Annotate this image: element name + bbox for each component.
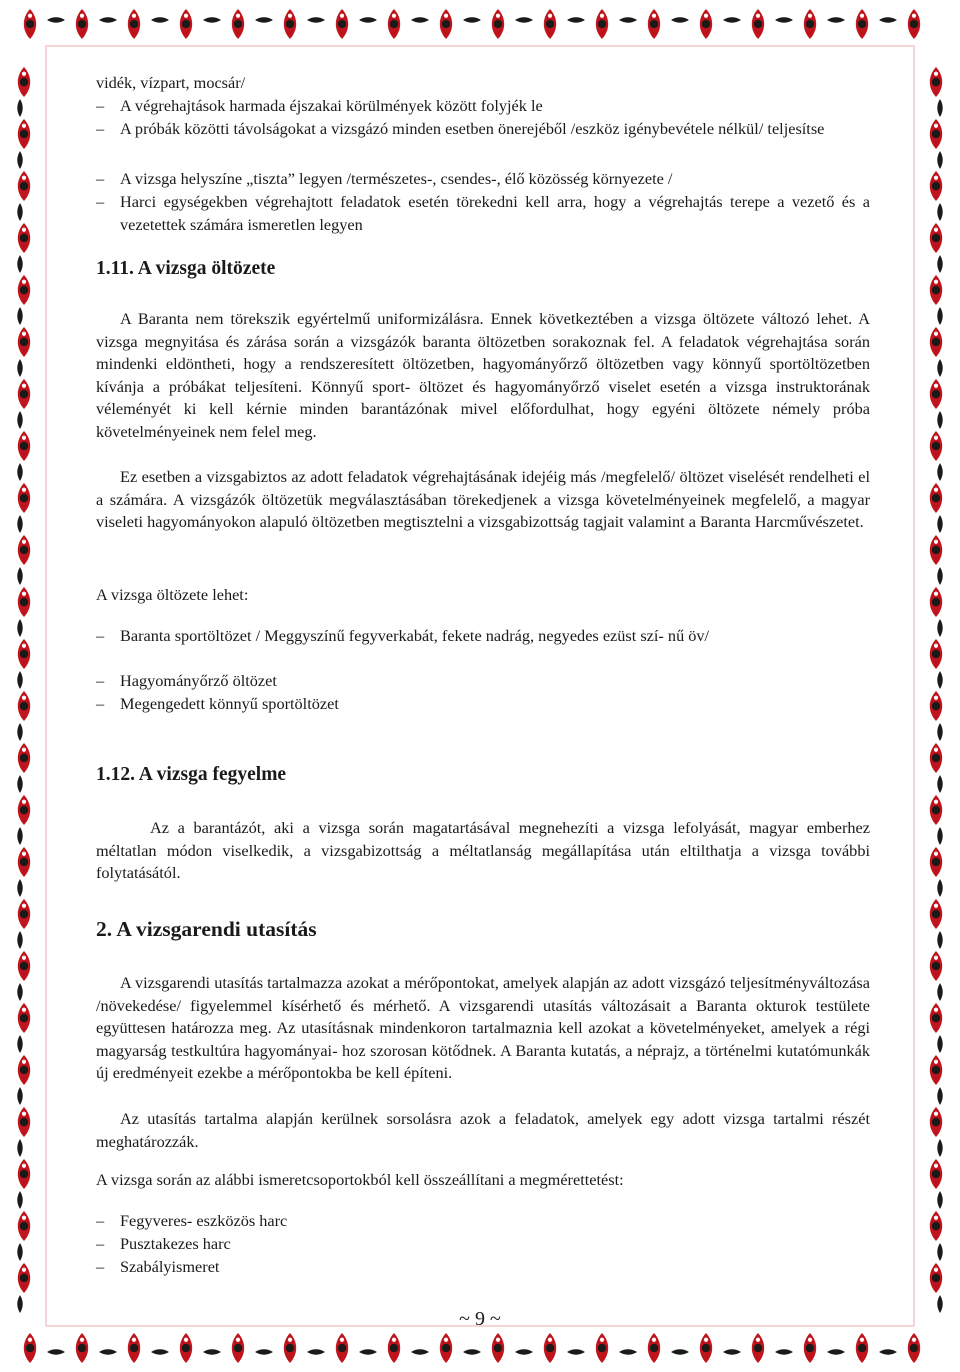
border-motif xyxy=(930,119,942,149)
section-heading: 1.12. A vizsga fegyelme xyxy=(96,764,287,785)
border-motif xyxy=(18,691,30,721)
border-motif xyxy=(18,327,30,357)
border-leaf xyxy=(937,619,942,637)
border-motif xyxy=(930,223,942,253)
list-item-text: Szabályismeret xyxy=(120,1257,220,1276)
border-leaf xyxy=(17,1087,22,1105)
border-leaf xyxy=(17,931,22,949)
border-motif xyxy=(18,1211,30,1241)
border-motif xyxy=(18,1263,30,1293)
list-intro: A vizsga öltözete lehet: xyxy=(96,585,249,604)
dash-marker: – xyxy=(96,1211,105,1230)
border-leaf xyxy=(937,411,942,429)
border-leaf xyxy=(17,879,22,897)
border-motif xyxy=(18,743,30,773)
border-leaf xyxy=(17,619,22,637)
border-leaf xyxy=(937,827,942,845)
border-motif xyxy=(930,67,942,97)
paragraph: Az a barantázót, aki a vizsga során magatartásával megnehezíti a vizsga lefolyását, magyar emberhez méltatlan módon viselkedik, a vizsgabizottság a méltatlanság megállapítása után eltilthatja a vizsga további folytatásától. xyxy=(96,818,870,882)
list-item-text: Megengedett könnyű sportöltözet xyxy=(120,694,339,713)
border-motif xyxy=(18,379,30,409)
border-motif xyxy=(18,795,30,825)
list-item-text: A vizsga helyszíne „tiszta” legyen /természetes-, csendes-, élő közösség környezete / xyxy=(120,169,673,188)
border-leaf xyxy=(17,203,22,221)
border-motif xyxy=(930,483,942,513)
border-motif xyxy=(24,1333,36,1363)
border-motif xyxy=(930,743,942,773)
border-leaf xyxy=(937,1139,942,1157)
list-item-text: A próbák közötti távolságokat a vizsgázó minden esetben önerejéből /eszköz igénybevétele nélkül/ teljesítse xyxy=(120,119,825,138)
border-motif xyxy=(930,1159,942,1189)
border-leaf xyxy=(17,567,22,585)
border-motif xyxy=(930,379,942,409)
border-leaf xyxy=(17,307,22,325)
border-motif xyxy=(930,1107,942,1137)
paragraph: A vizsgarendi utasítás tartalmazza azokat a mérőpontokat, amelyek alapján az adott vizsgázó teljesítményváltozása /növekedése/ figyelemmel kísérhető és mérhető. A vizsgarendi utasítás változásait a Baranta okturok testülete együttesen határozza meg. Az utasításnak mindenkoron tartalmaznia kell azokat a követelményeket, amelyek a régi magyarság testkultúra hagyományai- hoz szorosan kötődnek. A Baranta kutatás, a néprajz, a történelmi kutatómunkák új eredményeit ezekbe a mérőpontokba be kell építeni. xyxy=(96,973,870,1082)
border-leaf xyxy=(17,99,22,117)
border-leaf xyxy=(17,671,22,689)
border-leaf xyxy=(47,17,65,22)
section-heading: 1.11. A vizsga öltözete xyxy=(96,258,276,279)
list-item-text: Hagyományőrző öltözet xyxy=(120,671,277,690)
border-motif xyxy=(930,1211,942,1241)
border-leaf xyxy=(937,983,942,1001)
border-motif xyxy=(930,587,942,617)
border-motif xyxy=(18,223,30,253)
border-leaf xyxy=(937,723,942,741)
border-motif xyxy=(18,1107,30,1137)
border-leaf xyxy=(937,307,942,325)
border-leaf xyxy=(937,775,942,793)
paragraph: Az utasítás tartalma alapján kerülnek sorsolásra azok a feladatok, amelyek egy adott vizsga tartalmi részét meghatározzák. xyxy=(96,1109,870,1151)
border-motif xyxy=(908,9,920,39)
dash-marker: – xyxy=(96,119,105,138)
dash-marker: – xyxy=(96,192,105,211)
list-item-text: Baranta sportöltözet / Meggyszínű fegyverkabát, fekete nadrág, negyedes ezüst szí- nű öv/ xyxy=(120,626,710,645)
border-leaf xyxy=(17,1243,22,1261)
border-motif xyxy=(76,9,88,39)
border-motif xyxy=(908,1333,920,1363)
border-leaf xyxy=(17,359,22,377)
border-leaf xyxy=(937,1243,942,1261)
dash-marker: – xyxy=(96,1257,105,1276)
list-item-text: A végrehajtások harmada éjszakai körülmények között folyjék le xyxy=(120,96,543,115)
dash-marker: – xyxy=(96,169,105,188)
border-motif xyxy=(930,1003,942,1033)
border-motif xyxy=(930,275,942,305)
border-motif xyxy=(930,535,942,565)
border-leaf xyxy=(47,1349,65,1354)
dash-marker: – xyxy=(96,1234,105,1253)
document-page xyxy=(96,0,870,1372)
border-leaf xyxy=(17,827,22,845)
border-motif xyxy=(18,171,30,201)
border-leaf xyxy=(937,255,942,273)
border-leaf xyxy=(937,1087,942,1105)
border-motif xyxy=(18,899,30,929)
list-item-text: Harci egységekben végrehajtott feladatok esetén törekedni kell arra, hogy a végrehajtás terepe a vezető és a vezetettek számára ismeretlen legyen xyxy=(120,192,870,234)
border-leaf xyxy=(937,567,942,585)
border-motif xyxy=(18,587,30,617)
border-leaf xyxy=(937,671,942,689)
border-motif xyxy=(930,639,942,669)
border-leaf xyxy=(937,1191,942,1209)
list-item-text: Fegyveres- eszközös harc xyxy=(120,1211,288,1230)
border-leaf xyxy=(937,1035,942,1053)
paragraph: Ez esetben a vizsgabiztos az adott feladatok végrehajtásának idejéig más /megfelelő/ öltözet viselését rendelheti el a számára. A vizsgázók öltözetük megválasztásában törekedjenek a vizsga követelményeinek megfelelő, a magyar viseleti hagyományokon alapuló öltözetben megtisztelni a vizsgabizottság tagjait valamint a Baranta Harcművészetet. xyxy=(96,467,870,531)
border-leaf xyxy=(17,151,22,169)
border-leaf xyxy=(937,879,942,897)
border-motif xyxy=(18,639,30,669)
border-motif xyxy=(18,951,30,981)
border-motif xyxy=(930,327,942,357)
border-leaf xyxy=(937,99,942,117)
list-item-text: Pusztakezes harc xyxy=(120,1234,231,1253)
border-motif xyxy=(18,1055,30,1085)
border-motif xyxy=(18,535,30,565)
dash-marker: – xyxy=(96,671,105,690)
border-motif xyxy=(930,431,942,461)
border-leaf xyxy=(937,203,942,221)
border-leaf xyxy=(937,359,942,377)
border-leaf xyxy=(937,151,942,169)
border-motif xyxy=(18,431,30,461)
border-motif xyxy=(930,951,942,981)
border-motif xyxy=(18,119,30,149)
border-leaf xyxy=(879,1349,897,1354)
dash-marker: – xyxy=(96,694,105,713)
border-motif xyxy=(930,1055,942,1085)
border-leaf xyxy=(17,515,22,533)
border-leaf xyxy=(17,255,22,273)
border-motif xyxy=(930,691,942,721)
border-motif xyxy=(18,1003,30,1033)
dash-marker: – xyxy=(96,96,105,115)
border-motif xyxy=(930,1263,942,1293)
border-motif xyxy=(18,847,30,877)
border-motif xyxy=(24,9,36,39)
border-motif xyxy=(18,67,30,97)
border-leaf xyxy=(937,463,942,481)
border-leaf xyxy=(17,775,22,793)
border-leaf xyxy=(17,463,22,481)
border-leaf xyxy=(937,931,942,949)
border-motif xyxy=(930,171,942,201)
border-motif xyxy=(76,1333,88,1363)
border-leaf xyxy=(17,1035,22,1053)
intro-line: vidék, vízpart, mocsár/ xyxy=(96,73,246,92)
border-leaf xyxy=(17,1191,22,1209)
paragraph: A Baranta nem törekszik egyértelmű uniformizálásra. Ennek következtében a vizsga öltözete változó lehet. A vizsga megnyitása és zárása során a vizsgázók baranta öltözetben sorakoznak fel. A feladatok végrehajtása során mindenki eldöntheti, hogy a rendszeresített öltözetben, hagyományőrző öltözetben vagy könnyű sportöltözetben kívánja a próbákat teljesíteni. Könnyű sport- öltözet és hagyományőrző viselet esetén a vizsga instruktorának véleményét ki kell kérnie minden barantázónak mivel előfordulhat, hogy egyéni öltözete némely próba követelményeinek nem felel meg. xyxy=(96,309,870,441)
border-motif xyxy=(930,899,942,929)
border-leaf xyxy=(17,1139,22,1157)
border-leaf xyxy=(17,723,22,741)
border-leaf xyxy=(17,411,22,429)
page-number: ~ 9 ~ xyxy=(459,1308,501,1330)
border-motif xyxy=(18,275,30,305)
border-motif xyxy=(18,483,30,513)
border-motif xyxy=(18,1159,30,1189)
border-motif xyxy=(930,795,942,825)
border-leaf xyxy=(17,983,22,1001)
border-leaf xyxy=(937,515,942,533)
border-leaf xyxy=(879,17,897,22)
section-heading: 2. A vizsgarendi utasítás xyxy=(96,917,317,941)
list-intro: A vizsga során az alábbi ismeretcsoportokból kell összeállítani a megmérettetést: xyxy=(96,1170,624,1189)
border-motif xyxy=(930,847,942,877)
dash-marker: – xyxy=(96,626,105,645)
